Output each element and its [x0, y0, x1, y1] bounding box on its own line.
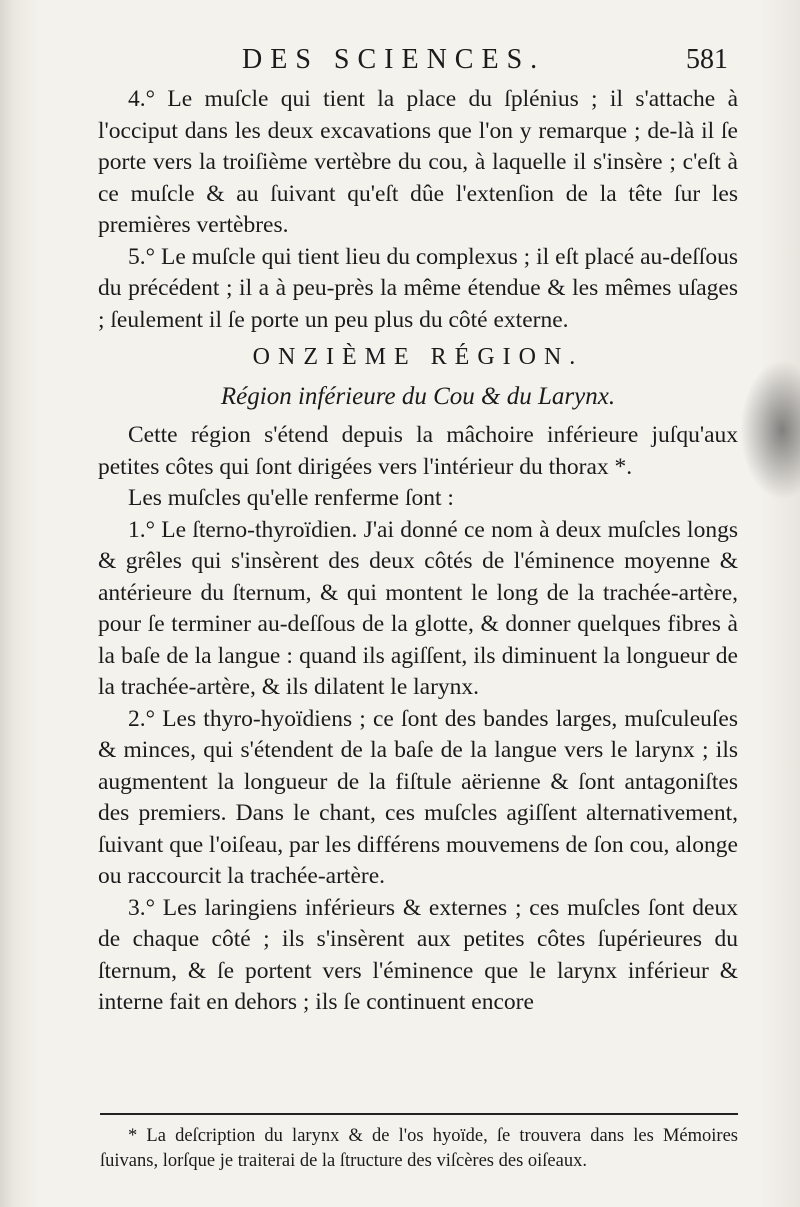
paragraph-muscle-3: 3.° Les laringiens inférieurs & externes ; ces muſcles ſont deux de chaque côté ; ils s'insèrent aux petites côtes ſupérieures du ſternum, & ſe portent vers l'éminence que le larynx inférieur & interne fait en dehors ; ils ſe continuent encore [98, 894, 738, 1015]
section-subheading: Région inférieure du Cou & du Larynx. [220, 383, 616, 410]
paragraph-list-intro: Les muſcles qu'elle renferme ſont : [128, 485, 454, 511]
paragraph-intro: Cette région s'étend depuis la mâchoire inférieure juſqu'aux petites côtes qui ſont dirigées vers l'intérieur du thorax *. [98, 422, 738, 480]
running-title: DES SCIENCES. [242, 44, 546, 75]
footnote-rule [100, 1113, 738, 1115]
paragraph-muscle-2: 2.° Les thyro-hyoïdiens ; ce ſont des bandes larges, muſculeuſes & minces, qui s'étendent de la baſe de la langue vers le larynx ; ils augmentent la longueur de la fiſtule aërienne & ſont antagoniſtes des premiers. Dans le chant, ces muſcles agiſſent alternativement, ſuivant que l'oiſeau, par les différens mouvemens de ſon cou, alonge ou raccourcit la trachée-artère. [98, 705, 738, 889]
ink-stain [740, 360, 800, 500]
paragraph-muscle-1: 1.° Le ſterno-thyroïdien. J'ai donné ce nom à deux muſcles longs & grêles qui s'insèrent des deux côtés de l'éminence moyenne & antérieure du ſternum, & qui montent le long de la trachée-artère, pour ſe terminer au-deſſous de la glotte, & donner quelques fibres à la baſe de la langue : quand ils agiſſent, ils diminuent la longueur de la trachée-artère, & ils dilatent le larynx. [98, 516, 738, 700]
section-heading: ONZIÈME RÉGION. [252, 344, 584, 370]
page-body [98, 84, 738, 1019]
paragraph-item-5: 5.° Le muſcle qui tient lieu du complexus ; il eſt placé au-deſſous du précédent ; il a à peu-près la même étendue & les mêmes uſages ; ſeulement il ſe porte un peu plus du côté externe. [98, 243, 738, 333]
page-header [242, 44, 742, 84]
paragraph-item-4: 4.° Le muſcle qui tient la place du ſplénius ; il s'attache à l'occiput dans les deux excavations que l'on y remarque ; de-là il ſe porte vers la troiſième vertèbre du cou, à laquelle il s'insère ; c'eſt à ce muſcle & au ſuivant qu'eſt dûe l'extenſion de la tête ſur les premières vertèbres. [98, 86, 738, 238]
footnote: * La deſcription du larynx & de l'os hyoïde, ſe trouvera dans les Mémoires ſuivans, lorſque je traiterai de la ſtructure des viſcères des oiſeaux. [100, 1126, 738, 1171]
page-number: 581 [686, 44, 728, 75]
